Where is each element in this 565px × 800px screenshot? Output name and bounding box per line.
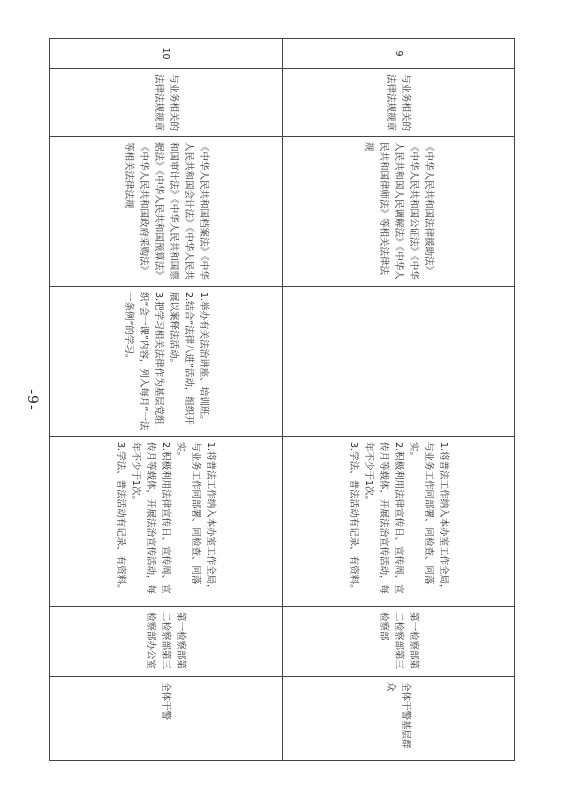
methods-cell [50, 287, 283, 437]
laws-cell: 《中华人民共和国档案法》《中华人民共和国会计法》《中华人民共和国审计法》《中华人民共和国票据法》《中华人民共和国预算法》《中华人民共和国政府采购法》等相关法律法规 [50, 137, 283, 287]
laws-cell: 《中华人民共和国法律援助法》《中华人民共和国公证法》《中华人民共和国人民调解法》《中华人民共和国律师法》等相关法律法规 [283, 137, 515, 287]
method-item: 1.举办有关法治讲座、培训班。 [198, 292, 209, 425]
target-audience-cell: 全体干警 [50, 677, 283, 761]
task-item: 1.将普法工作纳入本办室工作全局，与业务工作同部署、同检查、同落实。 [408, 442, 449, 594]
task-item: 3.学法、普法活动有记录、有资料。 [115, 442, 127, 594]
task-item: 1.将普法工作纳入本办室工作全局，与业务工作同部署、同检查、同落实。 [175, 442, 217, 594]
topic-cell: 与业务相关的法律法规规章 [50, 69, 283, 137]
table-row [50, 39, 283, 761]
law-promotion-table [49, 38, 515, 761]
table-row [283, 39, 515, 761]
responsible-units-cell: 第一检察部第二检察部第三检察部 [283, 607, 515, 677]
page-number: -9- [24, 389, 40, 411]
method-item: 2.结合“法律八进”活动，组织开展以案释法活动。 [168, 292, 194, 425]
task-item: 2.积极利用法律宣传日、宣传周、宣传月等载体，开展法治宣传活动，每年不少于1次。 [130, 442, 172, 595]
tasks-cell [50, 437, 283, 607]
task-item: 3.学法、普法活动有记录、有资料。 [348, 442, 359, 594]
method-item: 3.把学习相关法律作为基层党组织“会一课”内容，列入每月“一法一条例”的学习。 [123, 292, 164, 431]
responsible-units-cell: 第一检察部第二检察部第三检察部办公室 [50, 607, 283, 677]
tasks-cell [283, 437, 515, 607]
topic-cell: 与业务相关的法律法规规章 [283, 69, 515, 137]
target-audience-cell: 全体干警基层群众 [283, 677, 515, 761]
task-item: 2.积极利用法律宣传日、宣传周、宣传月等载体，开展法治宣传活动，每年不少于1次。 [363, 442, 404, 595]
methods-cell [283, 287, 515, 437]
row-number: 10 [50, 39, 283, 69]
row-number: 9 [283, 39, 515, 69]
